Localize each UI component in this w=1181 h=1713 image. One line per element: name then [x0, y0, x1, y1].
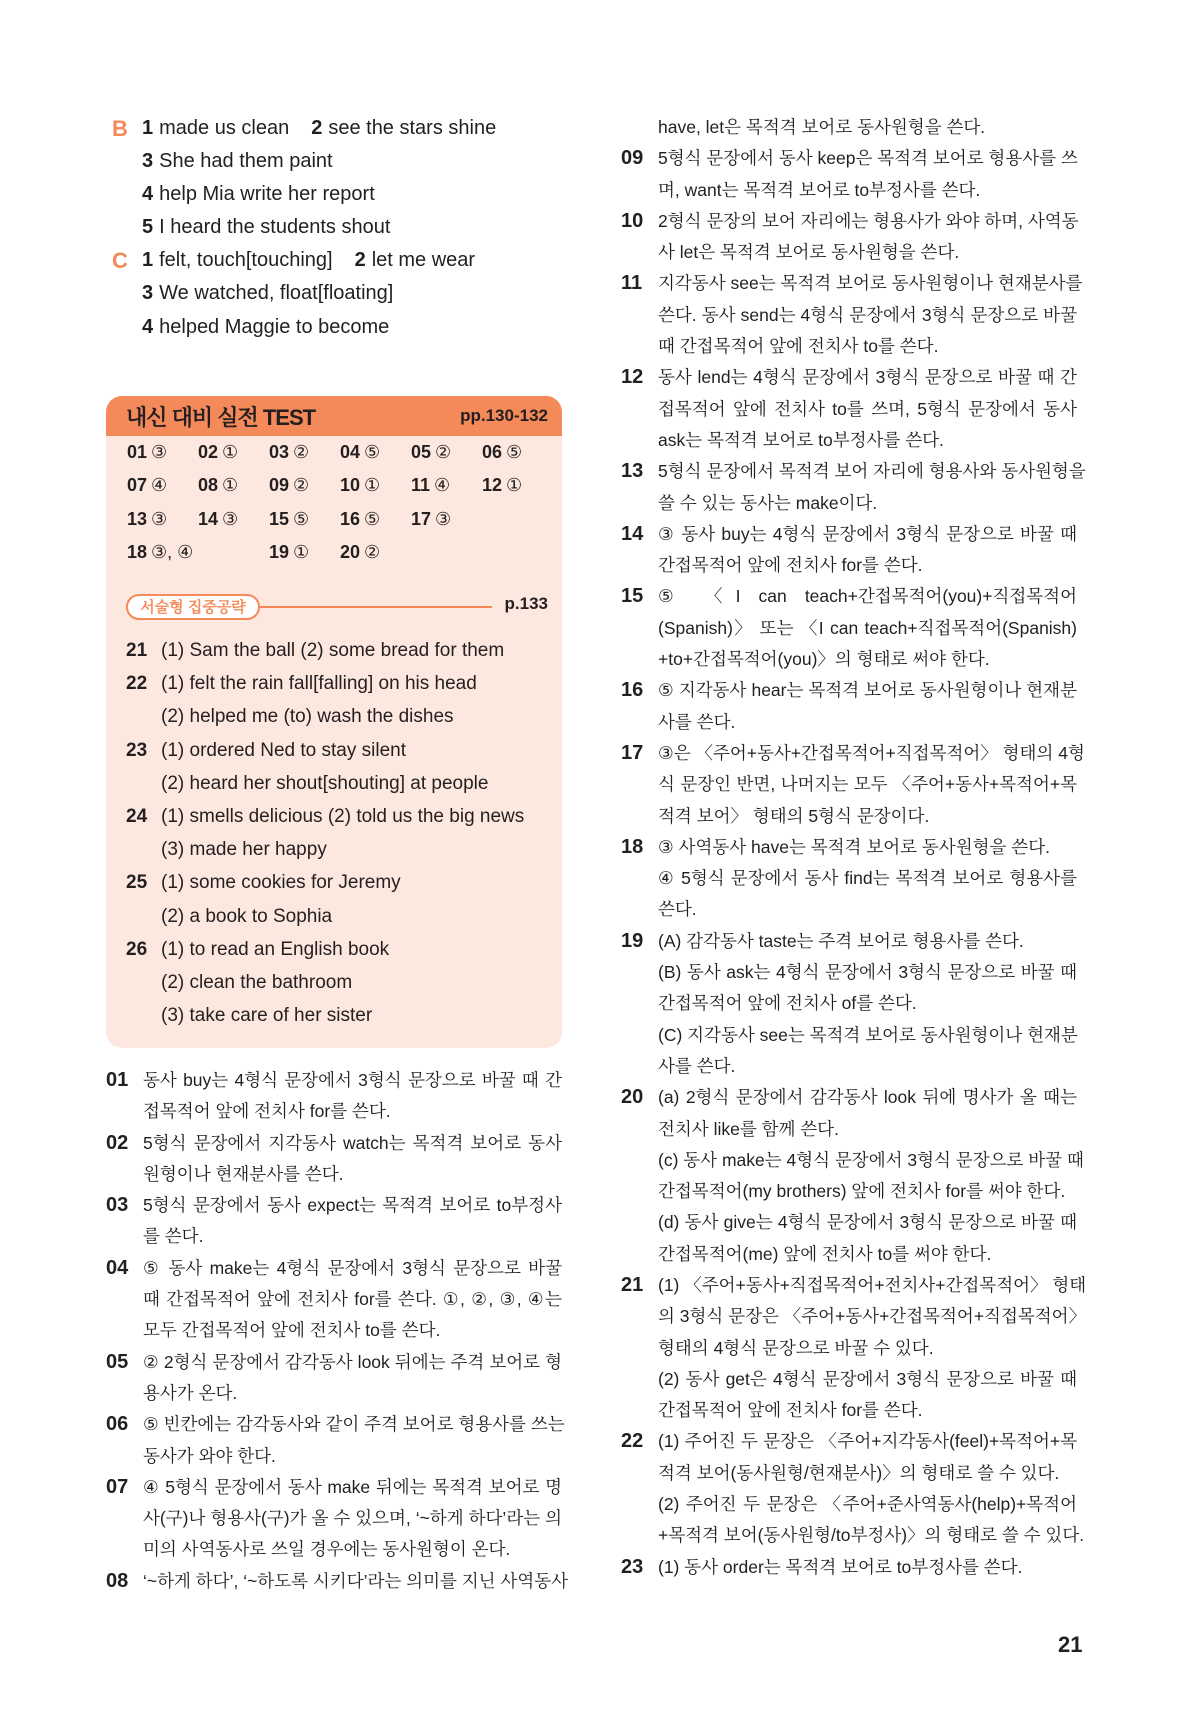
bc-answer [142, 249, 333, 271]
explanation-body [143, 1409, 565, 1472]
explanation-number: 21 [621, 1273, 644, 1296]
test-box-pages: pp.130-132 [460, 406, 548, 425]
explanation-number: 09 [621, 147, 644, 170]
essay-line [126, 833, 546, 866]
explanation-line: 사 let은 목적격 보어로 동사원형을 쓴다. [658, 242, 960, 263]
explanation-body [658, 738, 1085, 832]
explanation-line: 때 간접목적어 앞에 전치사 for를 쓴다. ①, ②, ③, ④는 [143, 1289, 562, 1310]
explanation-body [143, 1566, 569, 1597]
explanation-line: 식 문장인 반면, 나머지는 모두 〈주어+동사+목적어+목 [658, 774, 1077, 795]
explanation-line: 간접목적어(me) 앞에 전치사 to를 써야 한다. [658, 1243, 992, 1264]
bc-line [106, 145, 566, 178]
explanation-line: 5형식 문장에서 지각동사 watch는 목적격 보어로 동사 [143, 1132, 562, 1153]
answer-choice: ② [364, 542, 381, 562]
answer-item [269, 442, 309, 463]
explanation-line: ② 2형식 문장에서 감각동사 look 뒤에는 주격 보어로 형 [143, 1351, 562, 1372]
bc-answer [142, 316, 389, 338]
explanation-line: (2) 주어진 두 문장은 〈주어+준사역동사(help)+목적어 [658, 1494, 1077, 1515]
answer-choice: ① [364, 475, 381, 495]
essay-line [126, 700, 546, 733]
explanation-line: 동사가 와야 한다. [143, 1445, 276, 1466]
essay-line [126, 767, 546, 800]
answer-item [482, 442, 522, 463]
bc-answer [355, 249, 476, 271]
explanation-line: (1) 동사 order는 목적격 보어로 to부정사를 쓴다. [658, 1556, 1023, 1577]
explanation-line: (2) 동사 get은 4형식 문장에서 3형식 문장으로 바꿀 때 [658, 1368, 1077, 1389]
answer-item [269, 542, 309, 563]
essay-line [126, 966, 546, 999]
essay-section-badge: 서술형 집중공략 [126, 594, 260, 620]
bc-line [106, 311, 566, 344]
answer-text: help Mia write her report [159, 183, 375, 206]
answer-number: 17 [411, 509, 432, 529]
explanation-line: +목적격 보어(동사원형/to부정사)〉의 형태로 쓸 수 있다. [658, 1525, 1085, 1546]
bc-answer [311, 117, 496, 139]
essay-page-ref: p.133 [504, 594, 548, 613]
explanation-line: have, let은 목적격 보어로 동사원형을 쓴다. [658, 117, 986, 137]
explanation-line: 적격 보어〉 형태의 5형식 문장이다. [658, 805, 930, 826]
essay-line [126, 900, 546, 933]
bc-line [106, 277, 566, 310]
answer-item [482, 475, 522, 496]
essay-answers [126, 634, 546, 1032]
bc-line [106, 211, 566, 244]
explanation-item [106, 1065, 562, 1128]
essay-text: (1) to read an English book [161, 938, 390, 960]
explanation-body [658, 926, 1077, 1082]
answer-number: 2 [354, 249, 366, 272]
bc-answer [142, 216, 390, 238]
explanation-body [658, 143, 1077, 206]
explanation-number: 17 [621, 741, 644, 764]
explanation-number: 15 [621, 585, 644, 608]
page-number: 21 [1058, 1632, 1083, 1657]
answer-item [198, 475, 238, 496]
answer-number: 1 [142, 117, 154, 139]
explanation-line: 5형식 문장에서 동사 keep은 목적격 보어로 형용사를 쓰 [658, 148, 1078, 169]
explanation-body [143, 1253, 562, 1347]
answer-item [340, 509, 380, 530]
explanation-line: (B) 동사 ask는 4형식 문장에서 3형식 문장으로 바꿀 때 [658, 962, 1077, 983]
explanation-item [106, 1347, 562, 1410]
bc-answer [142, 183, 375, 205]
explanation-body [143, 1065, 562, 1128]
essay-text: (3) take care of her sister [161, 1005, 373, 1027]
essay-line [126, 734, 546, 767]
answer-choice: ③ [222, 509, 239, 529]
explanation-body [658, 268, 1083, 362]
explanation-body [658, 112, 1077, 143]
answer-text: let me wear [371, 249, 476, 272]
explanation-line: 쓴다. [658, 899, 697, 920]
essay-text: (2) a book to Sophia [161, 905, 333, 927]
explanation-line: (C) 지각동사 see는 목적격 보어로 동사원형이나 현재분 [658, 1024, 1078, 1045]
bc-answer [142, 282, 393, 304]
explanation-line: ⑤ 〈I can teach+간접목적어(you)+직접목적어 [658, 586, 1077, 607]
answer-text: I heard the students shout [159, 216, 391, 239]
answer-item [127, 509, 167, 530]
answer-choice: ⑤ [364, 442, 381, 462]
essay-line [126, 800, 546, 833]
explanation-number: 01 [106, 1069, 129, 1091]
explanation-item [106, 1472, 562, 1566]
answer-number: 07 [127, 475, 148, 495]
explanation-line: ③ 사역동사 have는 목적격 보어로 동사원형을 쓴다. [658, 836, 1050, 857]
answer-choice: ① [222, 442, 239, 462]
essay-line [126, 866, 546, 899]
explanation-number: 13 [621, 460, 644, 483]
answer-number: 13 [127, 509, 148, 529]
explanation-line: 사를 쓴다. [658, 711, 736, 732]
explanation-line: 모두 간접목적어 앞에 전치사 to를 쓴다. [143, 1320, 441, 1341]
explanation-item [621, 362, 1077, 456]
explanation-number: 03 [106, 1194, 129, 1217]
explanation-item [106, 1190, 562, 1253]
explanation-number: 05 [106, 1350, 129, 1373]
essay-number: 22 [126, 673, 148, 695]
answer-choice: ⑤ [364, 509, 381, 529]
bc-answer [142, 150, 333, 172]
explanation-number: 10 [621, 209, 644, 232]
explanation-body [658, 1552, 1077, 1583]
explanation-number: 20 [621, 1086, 644, 1109]
left-explanations [106, 1065, 569, 1597]
bc-line [106, 244, 566, 277]
answer-choice: ③ [435, 509, 452, 529]
answer-number: 08 [198, 475, 219, 495]
answer-item [340, 542, 380, 563]
answer-number: 19 [269, 542, 290, 562]
explanation-line: 간접목적어 앞에 전치사 of를 쓴다. [658, 993, 917, 1014]
answer-choice: ③, ④ [151, 542, 194, 562]
explanation-body [658, 1082, 1084, 1270]
explanation-item [621, 1270, 1087, 1426]
explanation-line: 2형식 문장의 보어 자리에는 형용사가 와야 하며, 사역동 [658, 210, 1079, 231]
answer-choice: ② [293, 475, 310, 495]
essay-text: (2) helped me (to) wash the dishes [161, 706, 454, 728]
explanation-body [658, 832, 1077, 926]
answer-number: 4 [142, 183, 154, 206]
explanation-item [621, 456, 1086, 519]
answer-choice: ⑤ [506, 442, 523, 462]
answer-number: 20 [340, 542, 361, 562]
explanation-number: 19 [621, 929, 644, 952]
explanation-line: 며, want는 목적격 보어로 to부정사를 쓴다. [658, 179, 981, 200]
answer-number: 04 [340, 442, 361, 462]
explanation-line: ④ 5형식 문장에서 동사 find는 목적격 보어로 형용사를 [658, 868, 1077, 889]
explanation-line: ⑤ 동사 make는 4형식 문장에서 3형식 문장으로 바꿀 [143, 1257, 562, 1278]
explanation-line: 간접목적어 앞에 전치사 for를 쓴다. [658, 555, 923, 576]
explanation-number: 22 [621, 1430, 644, 1453]
essay-text: (1) felt the rain fall[falling] on his head [161, 673, 477, 695]
explanation-number: 16 [621, 679, 644, 702]
answer-number: 01 [127, 442, 148, 462]
explanation-line: 지각동사 see는 목적격 보어로 동사원형이나 현재분사를 [658, 273, 1083, 294]
explanation-item [621, 519, 1077, 582]
answer-number: 4 [142, 315, 154, 338]
answer-number: 14 [198, 509, 219, 529]
explanation-item [621, 1552, 1077, 1583]
explanation-item [621, 143, 1077, 206]
answer-choice: ② [293, 442, 310, 462]
explanation-number: 18 [621, 835, 644, 858]
answer-number: 3 [142, 282, 154, 305]
answer-choice: ③ [151, 442, 168, 462]
explanation-number: 06 [106, 1413, 129, 1436]
explanation-body [658, 1270, 1087, 1426]
essay-line [126, 999, 546, 1032]
explanation-item [106, 1128, 562, 1191]
essay-line [126, 667, 546, 700]
essay-text: (2) heard her shout[shouting] at people [161, 772, 489, 794]
explanation-number: 04 [106, 1256, 129, 1279]
explanation-item [621, 268, 1083, 362]
explanation-item [621, 675, 1077, 738]
explanation-item [621, 926, 1077, 1082]
test-box-title: 내신 대비 실전 TEST [126, 404, 316, 430]
explanation-line: 전치사 like를 함께 쓴다. [658, 1118, 839, 1139]
explanation-number: 02 [106, 1131, 129, 1154]
explanation-line: 간접목적어(my brothers) 앞에 전치사 for를 써야 한다. [658, 1181, 1066, 1202]
answer-number: 05 [411, 442, 432, 462]
test-box-header [106, 396, 562, 436]
answer-item [127, 442, 167, 463]
answer-number: 02 [198, 442, 219, 462]
explanation-body [658, 362, 1077, 456]
explanation-line: (d) 동사 give는 4형식 문장에서 3형식 문장으로 바꿀 때 [658, 1212, 1077, 1233]
explanation-line: 사(구)나 형용사(구)가 올 수 있으며, ‘~하게 하다’라는 의 [143, 1508, 562, 1529]
essay-number: 23 [126, 739, 148, 761]
answer-number: 16 [340, 509, 361, 529]
answer-choice: ① [293, 542, 310, 562]
explanation-line: 의 3형식 문장은 〈주어+동사+간접목적어+직접목적어〉 [658, 1306, 1087, 1327]
explanation-item [621, 1426, 1085, 1551]
answer-number: 11 [411, 475, 431, 495]
explanation-body [658, 675, 1077, 738]
explanation-line: ‘~하게 하다’, ‘~하도록 시키다’라는 의미를 지닌 사역동사 [143, 1570, 569, 1591]
explanation-line: 형태의 4형식 문장으로 바꿀 수 있다. [658, 1337, 934, 1358]
answer-item [198, 509, 238, 530]
explanation-line: (a) 2형식 문장에서 감각동사 look 뒤에 명사가 올 때는 [658, 1087, 1077, 1108]
essay-number: 25 [126, 872, 148, 894]
explanation-number: 08 [106, 1569, 129, 1592]
essay-text: (1) Sam the ball (2) some bread for them [161, 640, 505, 661]
explanation-line: ask는 목적격 보어로 to부정사를 쓴다. [658, 429, 944, 450]
explanation-body [143, 1190, 562, 1253]
answer-item [127, 475, 167, 496]
explanation-item [621, 738, 1085, 832]
explanation-line: 접목적어 앞에 전치사 for를 쓴다. [143, 1101, 391, 1122]
answer-number: 1 [142, 249, 154, 272]
explanation-item [106, 1253, 562, 1347]
answer-choice: ④ [151, 475, 168, 495]
answer-item [269, 509, 309, 530]
explanation-line: (A) 감각동사 taste는 주격 보어로 형용사를 쓴다. [658, 930, 1024, 951]
answer-text: helped Maggie to become [159, 315, 390, 338]
explanation-line: ⑤ 지각동사 hear는 목적격 보어로 동사원형이나 현재분 [658, 680, 1077, 701]
explanation-line: (c) 동사 make는 4형식 문장에서 3형식 문장으로 바꿀 때 [658, 1149, 1084, 1170]
answer-text: She had them paint [159, 150, 333, 173]
explanation-item [106, 1566, 569, 1597]
explanation-line: 동사 buy는 4형식 문장에서 3형식 문장으로 바꿀 때 간 [143, 1070, 562, 1090]
essay-line [126, 634, 546, 667]
explanation-line: 간접목적어 앞에 전치사 for를 쓴다. [658, 1400, 923, 1421]
explanation-item [106, 1409, 565, 1472]
answer-item [198, 442, 238, 463]
explanation-number: 12 [621, 366, 644, 389]
answer-item [411, 442, 451, 463]
explanation-item [621, 832, 1077, 926]
essay-text: (1) smells delicious (2) told us the big news [161, 805, 525, 827]
explanation-line: 접목적어 앞에 전치사 to를 쓰며, 5형식 문장에서 동사 [658, 398, 1077, 419]
bc-answers-section [106, 112, 566, 344]
explanation-body [658, 456, 1086, 519]
bc-line [106, 178, 566, 211]
answer-number: 2 [311, 117, 323, 139]
answer-item [340, 442, 380, 463]
answer-number: 10 [340, 475, 361, 495]
explanation-body [658, 581, 1077, 675]
explanation-body [658, 519, 1077, 582]
explanation-line: (1) 〈주어+동사+직접목적어+전치사+간접목적어〉 형태 [658, 1274, 1087, 1295]
explanation-body [143, 1347, 562, 1410]
explanation-line: 미의 사역동사로 쓰일 경우에는 동사원형이 온다. [143, 1539, 511, 1560]
explanation-body [143, 1128, 562, 1191]
answer-number: 15 [269, 509, 290, 529]
explanation-item [621, 112, 1077, 143]
answer-item [269, 475, 309, 496]
answer-choice: ① [506, 475, 523, 495]
bc-line [106, 112, 566, 145]
answer-number: 09 [269, 475, 290, 495]
explanation-line: 사를 쓴다. [658, 1055, 736, 1076]
explanation-line: 5형식 문장에서 목적격 보어 자리에 형용사와 동사원형을 [658, 461, 1086, 482]
essay-number: 26 [126, 938, 148, 960]
explanation-number: 23 [621, 1555, 644, 1578]
answer-number: 5 [142, 216, 154, 239]
answer-number: 06 [482, 442, 503, 462]
explanation-line: (1) 주어진 두 문장은 〈주어+지각동사(feel)+목적어+목 [658, 1431, 1077, 1452]
essay-line [126, 933, 546, 966]
essay-text: (3) made her happy [161, 839, 327, 861]
explanation-line: +to+간접목적어(you)〉의 형태로 써야 한다. [658, 649, 990, 670]
answer-item [127, 542, 193, 563]
section-letter: B [112, 116, 128, 141]
explanation-line: ③은 〈주어+동사+간접목적어+직접목적어〉 형태의 4형 [658, 742, 1085, 763]
answer-choice: ① [222, 475, 239, 495]
answer-text: felt, touch[touching] [159, 249, 333, 272]
answer-number: 03 [269, 442, 290, 462]
answer-choice: ④ [434, 475, 451, 495]
explanation-line: 5형식 문장에서 동사 expect는 목적격 보어로 to부정사 [143, 1195, 562, 1216]
explanation-line: 쓴다. 동사 send는 4형식 문장에서 3형식 문장으로 바꿀 [658, 304, 1077, 325]
explanation-body [143, 1472, 562, 1566]
explanation-number: 07 [106, 1475, 129, 1498]
test-answer-box [106, 396, 562, 1048]
essay-number: 21 [126, 640, 148, 661]
answer-item [411, 475, 450, 496]
explanation-line: 원형이나 현재분사를 쓴다. [143, 1163, 344, 1184]
right-explanations [621, 112, 1087, 1583]
explanation-line: 적격 보어(동사원형/현재분사)〉의 형태로 쓸 수 있다. [658, 1462, 1060, 1483]
answer-text: made us clean [159, 117, 290, 139]
essay-number: 24 [126, 805, 148, 827]
answer-number: 3 [142, 150, 154, 173]
explanation-item [621, 581, 1077, 675]
essay-text: (2) clean the bathroom [161, 971, 353, 993]
answer-choice: ② [435, 442, 452, 462]
explanation-item [621, 1082, 1084, 1270]
answer-text: see the stars shine [328, 117, 497, 139]
answer-number: 18 [127, 542, 148, 562]
explanation-line: 용사가 온다. [143, 1382, 238, 1403]
answer-item [340, 475, 380, 496]
answer-choice: ⑤ [293, 509, 310, 529]
explanation-line: 를 쓴다. [143, 1226, 204, 1247]
explanation-body [658, 1426, 1085, 1551]
answer-item [411, 509, 451, 530]
explanation-item [621, 206, 1077, 269]
essay-divider [260, 606, 492, 608]
explanation-line: 동사 lend는 4형식 문장에서 3형식 문장으로 바꿀 때 간 [658, 367, 1077, 388]
answer-number: 12 [482, 475, 503, 495]
explanation-body [658, 206, 1077, 269]
bc-answer [142, 117, 289, 139]
explanation-line: (Spanish)〉 또는 〈I can teach+직접목적어(Spanish) [658, 617, 1077, 638]
answer-text: We watched, float[floating] [159, 282, 394, 305]
explanation-line: ④ 5형식 문장에서 동사 make 뒤에는 목적격 보어로 명 [143, 1476, 562, 1497]
essay-text: (1) some cookies for Jeremy [161, 872, 401, 894]
essay-text: (1) ordered Ned to stay silent [161, 739, 407, 761]
explanation-number: 11 [621, 272, 643, 295]
explanation-number: 14 [621, 522, 644, 545]
answer-choice: ③ [151, 509, 168, 529]
explanation-line: ⑤ 빈칸에는 감각동사와 같이 주격 보어로 형용사를 쓰는 [143, 1414, 565, 1435]
explanation-line: 때 간접목적어 앞에 전치사 to를 쓴다. [658, 336, 939, 357]
explanation-line: ③ 동사 buy는 4형식 문장에서 3형식 문장으로 바꿀 때 [658, 523, 1077, 544]
section-letter: C [112, 248, 128, 274]
explanation-line: 쓸 수 있는 동사는 make이다. [658, 492, 878, 513]
